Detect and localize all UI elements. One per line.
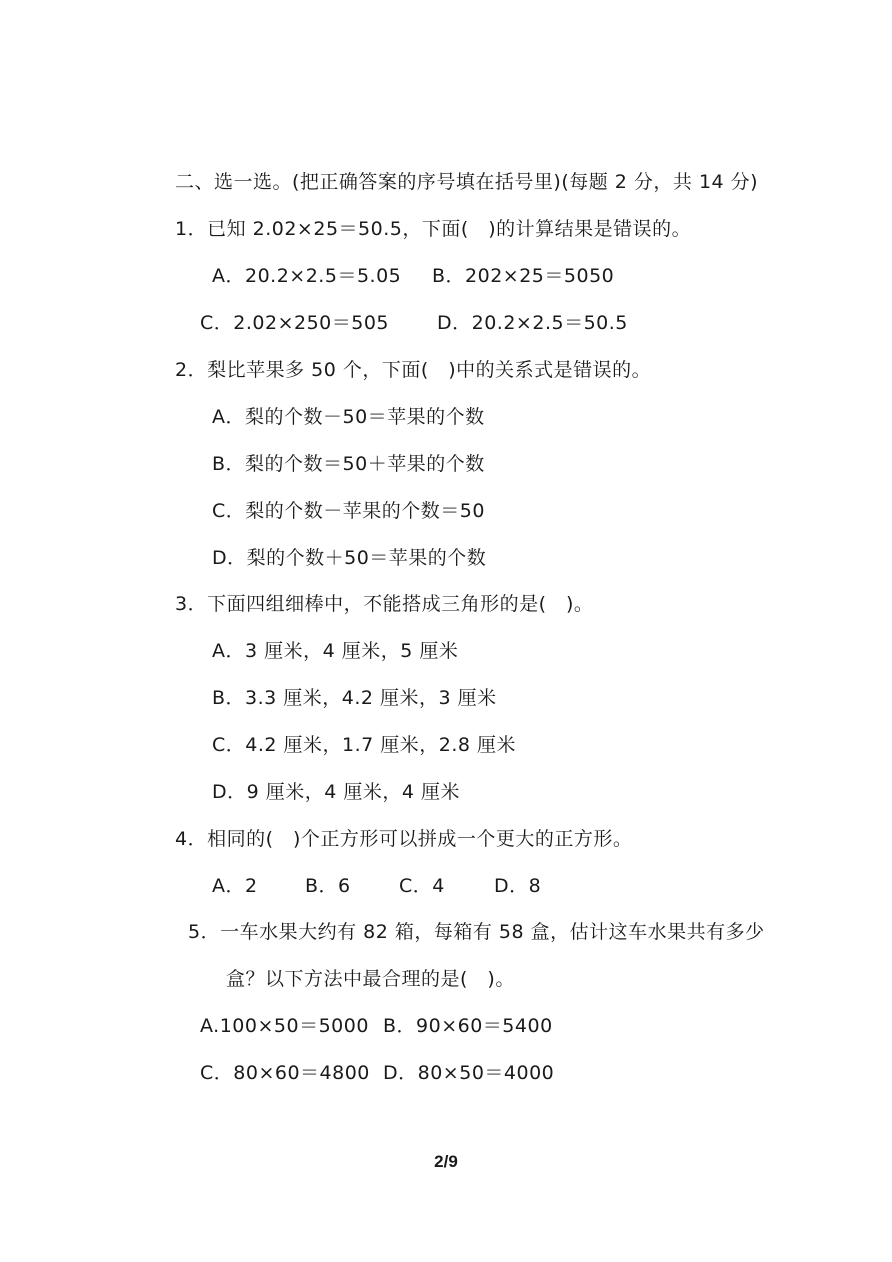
question-2-option-d: D．梨的个数＋50＝苹果的个数 [212, 547, 487, 569]
question-3-option-d: D．9 厘米，4 厘米，4 厘米 [212, 781, 461, 803]
question-4-option-c: C．4 [399, 875, 445, 897]
question-3-stem: 3．下面四组细棒中，不能搭成三角形的是( )。 [175, 593, 594, 615]
question-1-option-b: B．202×25＝5050 [432, 265, 615, 287]
question-4-option-d: D．8 [494, 875, 542, 897]
question-1-stem: 1．已知 2.02×25＝50.5，下面( )的计算结果是错误的。 [175, 218, 692, 240]
question-2-option-c: C．梨的个数－苹果的个数＝50 [212, 500, 485, 522]
question-5-stem-line-2: 盒？以下方法中最合理的是( )。 [226, 968, 515, 990]
section-header: 二、选一选。(把正确答案的序号填在括号里)(每题 2 分，共 14 分) [175, 171, 759, 193]
question-4-stem: 4．相同的( )个正方形可以拼成一个更大的正方形。 [175, 828, 633, 850]
page-indicator: 2/9 [434, 1152, 458, 1171]
question-5-option-c: C．80×60＝4800 [200, 1062, 370, 1084]
question-3-option-b: B．3.3 厘米，4.2 厘米，3 厘米 [212, 687, 497, 709]
question-3-option-a: A．3 厘米，4 厘米，5 厘米 [212, 640, 459, 662]
question-5-option-d: D．80×50＝4000 [383, 1062, 555, 1084]
question-2-option-b: B．梨的个数＝50＋苹果的个数 [212, 453, 485, 475]
question-5-option-a: A.100×50＝5000 [200, 1015, 369, 1037]
question-2-stem: 2．梨比苹果多 50 个，下面( )中的关系式是错误的。 [175, 359, 652, 381]
question-4-option-a: A．2 [212, 875, 258, 897]
question-1-option-c: C．2.02×250＝505 [200, 312, 390, 334]
question-1-option-d: D．20.2×2.5＝50.5 [437, 312, 628, 334]
question-5-stem-line-1: 5．一车水果大约有 82 箱，每箱有 58 盒，估计这车水果共有多少 [188, 921, 765, 943]
question-4-option-b: B．6 [305, 875, 351, 897]
question-5-option-b: B．90×60＝5400 [383, 1015, 553, 1037]
question-1-option-a: A．20.2×2.5＝5.05 [212, 265, 402, 287]
question-3-option-c: C．4.2 厘米，1.7 厘米，2.8 厘米 [212, 734, 517, 756]
question-2-option-a: A．梨的个数－50＝苹果的个数 [212, 406, 485, 428]
